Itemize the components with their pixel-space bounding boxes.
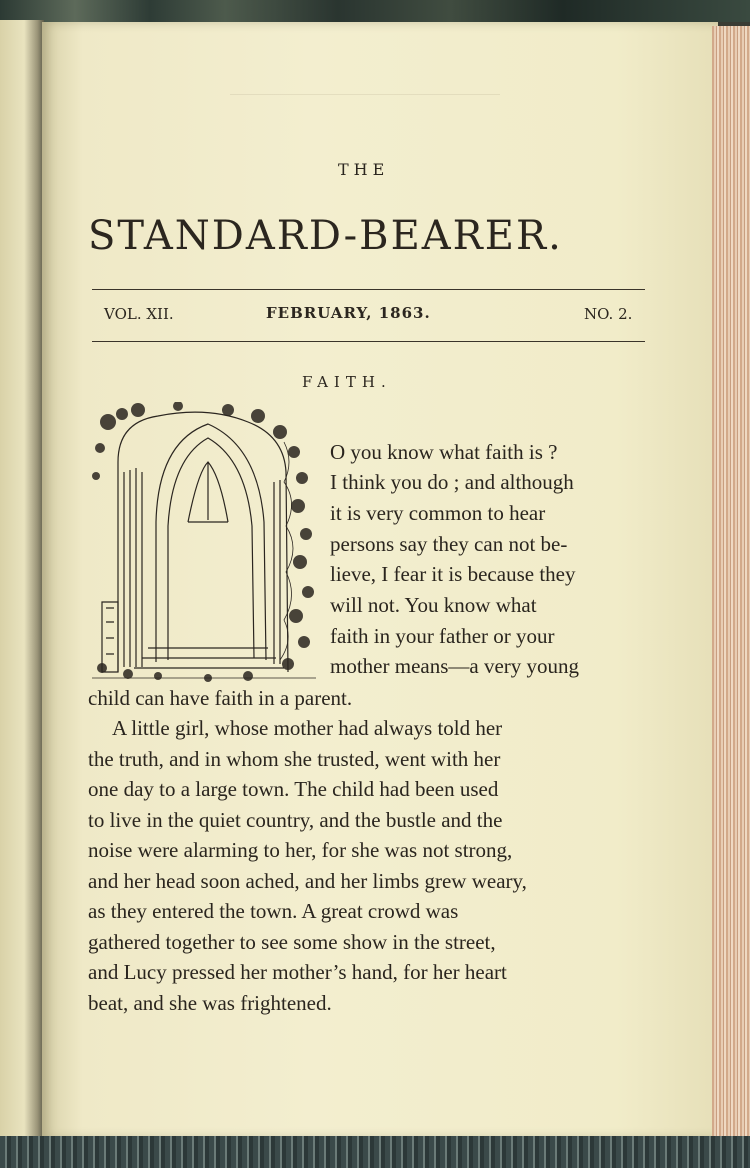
show-through-line	[230, 88, 500, 95]
article-title: FAITH.	[302, 373, 392, 391]
book-top-edge	[0, 0, 750, 22]
header-rule-top	[92, 289, 645, 290]
text-line-9: child can have faith in a parent.	[88, 686, 353, 710]
text-line-13: to live in the quiet country, and the bustle and the	[88, 808, 503, 832]
masthead-title: STANDARD-BEARER.	[88, 213, 563, 259]
text-line-15: and her head soon ached, and her limbs grew weary,	[88, 869, 527, 893]
text-line-7: faith in your father or your	[330, 624, 555, 648]
issue-number: NO. 2.	[584, 305, 633, 323]
left-page-edge	[0, 20, 44, 1136]
text-line-3: it is very common to hear	[330, 501, 546, 525]
masthead-the: THE	[338, 160, 390, 179]
text-line-6: will not. You know what	[330, 593, 537, 617]
book-bottom-edge	[0, 1136, 750, 1168]
text-line-12: one day to a large town. The child had been used	[88, 777, 499, 801]
page-stack-edge	[712, 26, 750, 1138]
issue-date: FEBRUARY, 1863.	[266, 304, 431, 322]
text-line-1: O you know what faith is ?	[330, 440, 558, 464]
header-rule-bottom	[92, 341, 645, 342]
text-line-4: persons say they can not be-	[330, 532, 568, 556]
volume-label: VOL. XII.	[104, 305, 174, 323]
text-line-16: as they entered the town. A great crowd was	[88, 899, 459, 923]
text-line-17: gathered together to see some show in the street,	[88, 930, 496, 954]
gothic-arch-engraving-icon	[88, 402, 320, 684]
text-line-11: the truth, and in whom she trusted, went with her	[88, 747, 501, 771]
text-line-5: lieve, I fear it is because they	[330, 562, 576, 586]
text-line-2: I think you do ; and although	[330, 470, 574, 494]
text-line-14: noise were alarming to her, for she was not strong,	[88, 838, 513, 862]
text-line-19: beat, and she was frightened.	[88, 991, 332, 1015]
text-line-18: and Lucy pressed her mother’s hand, for her heart	[88, 960, 507, 984]
text-line-8: mother means—a very young	[330, 654, 580, 678]
text-line-10: A little girl, whose mother had always told her	[112, 716, 503, 740]
